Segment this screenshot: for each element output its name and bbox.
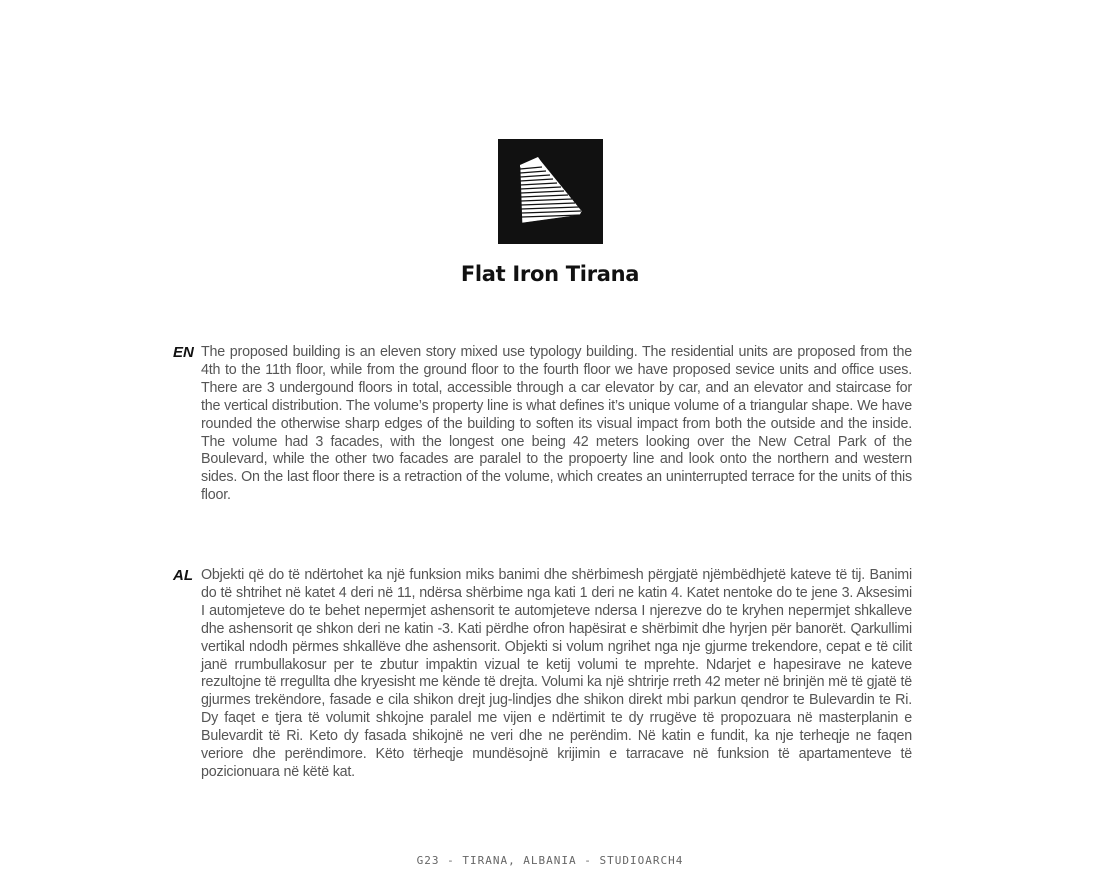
section-en [170,344,912,505]
description-al: Objekti që do të ndërtohet ka një funksion miks banimi dhe shërbimesh përgjatë njëmbëdhjetë kateve të tij. Banimi do të shtrihet në katet 4 deri në 11, ndërsa shërbime nga kati 1 deri ne katin 4. Katet nentoke do te jene 3. Aksesimi I automjeteve do te behet nepermjet ashensorit te automjeteve ndersa I njerezve do te kryhen nepermjet shkalleve dhe ashensorit qe shkon deri ne katin -3. Kati përdhe ofron hapësirat e shërbimit dhe hyrjen për banorët. Qarkullimi vertikal ndodh përmes shkallëve dhe ashensorit. Objekti si volum ngrihet nga nje gjurme trekendore, cepat e të cilit janë rrumbullakosur per te zbutur impaktin vizual te ketij volumi te mprehte. Ndarjet e hapesirave ne kateve rezultojne të rregullta dhe kryesisht me kënde të drejta. Volumi ka një shtrirje rreth 42 meter në brinjën më të gjatë të gjurmes trekëndore, fasade e cila shikon drejt jug-lindjes dhe shikon direkt mbi parkun qendror te Bulevardin te Ri. Dy faqet e tjera të volumit shkojne paralel me vijen e ndërtimit te dy rrugëve të propozuara në masterplanin e Bulevardit të Ri. Keto dy fasada shikojnë ne veri dhe ne perëndim. Në katin e fundit, ka nje terheqje ne faqen veriore dhe perëndimore. Këto tërheqje mundësojnë krijimin e tarracave në funksion të apartamenteve të pozicionuara në këtë kat. [201,567,912,780]
flatiron-building-icon [498,139,603,244]
language-label-al: AL [173,567,193,584]
page-footer: G23 - TIRANA, ALBANIA - STUDIOARCH4 [416,854,684,867]
section-al [170,567,912,782]
description-en: The proposed building is an eleven story mixed use typology building. The residential units are proposed from the 4th to the 11th floor, while from the ground floor to the fourth floor we have proposed sevice units and office uses. There are 3 undergound floors in total, accessible through a car elevator by car, and an elevator and staircase for the vertical distribution. The volume’s property line is what defines it’s unique volume of a triangular shape. We have rounded the otherwise sharp edges of the building to soften its visual impact from both the outside and the inside. The volume had 3 facades, with the longest one being 42 meters looking over the New Cetral Park of the Boulevard, while the other two facades are paralel to the propoerty line and look onto the northern and western sides. On the last floor there is a retraction of the volume, which creates an uninterrupted terrace for the units of this floor. [201,344,912,504]
language-label-en: EN [173,344,194,361]
page-title: Flat Iron Tirana [460,262,640,286]
